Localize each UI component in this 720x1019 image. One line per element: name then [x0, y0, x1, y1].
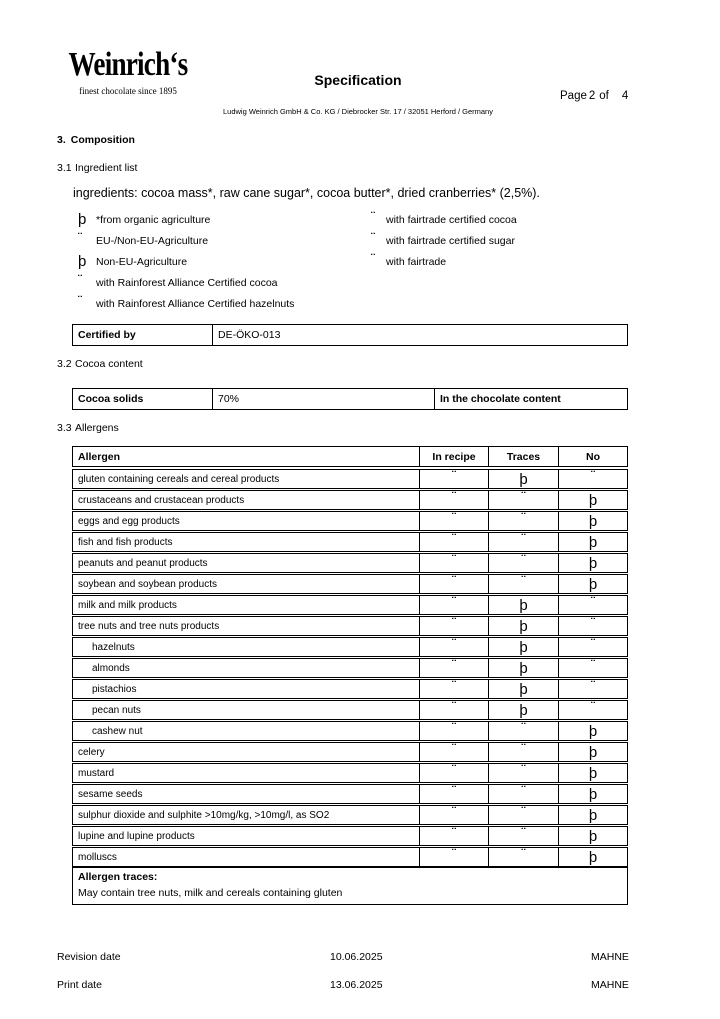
allergen-name: sesame seeds: [78, 788, 143, 800]
option-row: [78, 272, 294, 293]
allergen-name: pistachios: [92, 683, 137, 695]
revision-date-value: 10.06.2025: [330, 951, 383, 963]
allergen-row: [72, 490, 628, 510]
in-recipe-mark-unchecked: ¨: [419, 827, 488, 845]
allergen-name: cashew nut: [92, 725, 143, 737]
cocoa-solids-value: 70%: [212, 389, 434, 409]
revision-date-row: [0, 951, 720, 965]
traces-mark-unchecked: ¨: [488, 491, 558, 509]
option-label: EU-/Non-EU-Agriculture: [96, 234, 209, 247]
allergen-row: [72, 805, 628, 825]
allergen-name: tree nuts and tree nuts products: [78, 620, 220, 632]
traces-mark-unchecked: ¨: [488, 554, 558, 572]
certified-by-label: Certified by: [78, 329, 136, 341]
allergen-name: sulphur dioxide and sulphite >10mg/kg, >10mg/l, as SO2: [78, 809, 330, 821]
in-recipe-mark-unchecked: ¨: [419, 722, 488, 740]
no-mark-unchecked: ¨: [558, 659, 627, 677]
checkbox-unchecked-icon: ¨: [371, 208, 375, 223]
allergen-name: crustaceans and crustacean products: [78, 494, 245, 506]
traces-mark-unchecked: ¨: [488, 743, 558, 761]
no-mark-unchecked: ¨: [558, 638, 627, 656]
subsection-cocoa-content-heading: [57, 358, 143, 370]
checkbox-unchecked-icon: ¨: [78, 292, 82, 307]
in-recipe-mark-unchecked: ¨: [419, 491, 488, 509]
allergen-table-header: [72, 446, 628, 467]
in-recipe-mark-unchecked: ¨: [419, 743, 488, 761]
no-mark-checked: þ: [558, 827, 627, 845]
traces-mark-unchecked: ¨: [488, 806, 558, 824]
allergen-row: [72, 637, 628, 657]
traces-mark-checked: þ: [488, 701, 558, 719]
revision-author: MAHNE: [591, 951, 629, 963]
traces-mark-unchecked: ¨: [488, 722, 558, 740]
allergen-name: milk and milk products: [78, 599, 177, 611]
allergen-row: [72, 721, 628, 741]
header-no: No: [558, 447, 627, 466]
option-row: [371, 209, 517, 230]
cocoa-solids-table: [72, 388, 628, 410]
no-mark-unchecked: ¨: [558, 701, 627, 719]
company-address: Ludwig Weinrich GmbH & Co. KG / Diebrocker Str. 17 / 32051 Herford / Germany: [223, 107, 493, 116]
print-date-row: [0, 979, 720, 993]
subsection-title: Cocoa content: [75, 358, 143, 370]
in-recipe-mark-unchecked: ¨: [419, 785, 488, 803]
allergen-row: [72, 679, 628, 699]
traces-mark-unchecked: ¨: [488, 785, 558, 803]
page-indicator: [560, 90, 628, 102]
allergen-row: [72, 511, 628, 531]
option-row: [371, 251, 517, 272]
allergen-table: [72, 446, 628, 868]
subsection-title: Allergens: [75, 422, 119, 434]
revision-date-label: Revision date: [57, 951, 121, 963]
in-recipe-mark-unchecked: ¨: [419, 470, 488, 488]
traces-mark-checked: þ: [488, 638, 558, 656]
no-mark-checked: þ: [558, 491, 627, 509]
allergen-row: [72, 658, 628, 678]
in-recipe-mark-unchecked: ¨: [419, 596, 488, 614]
allergen-row: [72, 742, 628, 762]
page-total: 4: [621, 90, 629, 102]
checkbox-unchecked-icon: ¨: [78, 271, 82, 286]
in-recipe-mark-unchecked: ¨: [419, 701, 488, 719]
no-mark-checked: þ: [558, 764, 627, 782]
allergen-traces-text: May contain tree nuts, milk and cereals containing gluten: [78, 887, 343, 899]
option-label: *from organic agriculture: [96, 213, 211, 226]
option-label: with Rainforest Alliance Certified cocoa: [96, 276, 278, 289]
allergen-name: peanuts and peanut products: [78, 557, 208, 569]
subsection-number: 3.1: [57, 162, 72, 174]
logo-wordmark: Weinrich‘s: [68, 46, 188, 83]
traces-mark-unchecked: ¨: [488, 512, 558, 530]
no-mark-checked: þ: [558, 722, 627, 740]
allergen-row: [72, 700, 628, 720]
header-in-recipe: In recipe: [419, 447, 488, 466]
cocoa-solids-label: Cocoa solids: [78, 393, 144, 405]
certified-by-value: DE-ÖKO-013: [212, 325, 627, 345]
traces-mark-checked: þ: [488, 617, 558, 635]
traces-mark-checked: þ: [488, 596, 558, 614]
allergen-row: [72, 469, 628, 489]
no-mark-unchecked: ¨: [558, 470, 627, 488]
agriculture-options-list: [78, 209, 294, 314]
page-of-label: of: [599, 90, 609, 102]
allergen-name: celery: [78, 746, 105, 758]
in-recipe-mark-unchecked: ¨: [419, 617, 488, 635]
traces-mark-checked: þ: [488, 470, 558, 488]
allergen-name: gluten containing cereals and cereal products: [78, 473, 280, 485]
page-current: 2: [588, 90, 596, 102]
no-mark-checked: þ: [558, 512, 627, 530]
page-label: Page: [560, 90, 587, 102]
option-label: with fairtrade certified sugar: [386, 234, 515, 247]
no-mark-unchecked: ¨: [558, 617, 627, 635]
allergen-name: eggs and egg products: [78, 515, 180, 527]
in-recipe-mark-unchecked: ¨: [419, 848, 488, 866]
traces-mark-checked: þ: [488, 659, 558, 677]
traces-mark-unchecked: ¨: [488, 848, 558, 866]
option-row: [78, 251, 294, 272]
option-label: with Rainforest Alliance Certified hazelnuts: [96, 297, 295, 310]
print-author: MAHNE: [591, 979, 629, 991]
in-recipe-mark-unchecked: ¨: [419, 554, 488, 572]
no-mark-unchecked: ¨: [558, 596, 627, 614]
in-recipe-mark-unchecked: ¨: [419, 512, 488, 530]
header-traces: Traces: [488, 447, 558, 466]
option-label: with fairtrade certified cocoa: [386, 213, 517, 226]
allergen-row: [72, 574, 628, 594]
allergen-row: [72, 616, 628, 636]
allergen-row: [72, 553, 628, 573]
subsection-ingredient-list-heading: [57, 162, 137, 174]
header-allergen: Allergen: [78, 450, 121, 463]
checkbox-checked-icon: þ: [78, 211, 87, 228]
section-title: Composition: [70, 134, 135, 146]
traces-mark-unchecked: ¨: [488, 533, 558, 551]
no-mark-checked: þ: [558, 575, 627, 593]
subsection-number: 3.3: [57, 422, 72, 434]
allergen-name: pecan nuts: [92, 704, 141, 716]
document-title: Specification: [314, 72, 402, 88]
in-recipe-mark-unchecked: ¨: [419, 680, 488, 698]
option-row: [78, 230, 294, 251]
allergen-name: almonds: [92, 662, 130, 674]
ingredients-text: ingredients: cocoa mass*, raw cane sugar*, cocoa butter*, dried cranberries* (2,5%).: [73, 186, 540, 200]
allergen-row: [72, 763, 628, 783]
allergen-row: [72, 847, 628, 867]
allergen-table-rows: [72, 469, 628, 867]
in-recipe-mark-unchecked: ¨: [419, 806, 488, 824]
allergen-traces-box: [72, 867, 628, 905]
allergen-row: [72, 595, 628, 615]
section-number: 3.: [57, 134, 66, 146]
subsection-number: 3.2: [57, 358, 72, 370]
allergen-traces-title: Allergen traces:: [78, 871, 158, 883]
no-mark-checked: þ: [558, 785, 627, 803]
allergen-name: hazelnuts: [92, 641, 135, 653]
option-row: [371, 230, 517, 251]
in-recipe-mark-unchecked: ¨: [419, 533, 488, 551]
no-mark-checked: þ: [558, 806, 627, 824]
in-recipe-mark-unchecked: ¨: [419, 764, 488, 782]
no-mark-checked: þ: [558, 533, 627, 551]
allergen-name: soybean and soybean products: [78, 578, 217, 590]
print-date-value: 13.06.2025: [330, 979, 383, 991]
allergen-row: [72, 826, 628, 846]
allergen-row: [72, 532, 628, 552]
certified-by-table: [72, 324, 628, 346]
traces-mark-unchecked: ¨: [488, 764, 558, 782]
allergen-name: lupine and lupine products: [78, 830, 195, 842]
in-recipe-mark-unchecked: ¨: [419, 638, 488, 656]
print-date-label: Print date: [57, 979, 102, 991]
allergen-name: fish and fish products: [78, 536, 173, 548]
checkbox-unchecked-icon: ¨: [371, 229, 375, 244]
allergen-name: molluscs: [78, 851, 117, 863]
allergen-row: [72, 784, 628, 804]
fairtrade-options-list: [371, 209, 517, 272]
in-recipe-mark-unchecked: ¨: [419, 659, 488, 677]
cocoa-solids-note: In the chocolate content: [434, 389, 627, 409]
no-mark-checked: þ: [558, 743, 627, 761]
traces-mark-unchecked: ¨: [488, 827, 558, 845]
option-label: Non-EU-Agriculture: [96, 255, 188, 268]
subsection-allergens-heading: [57, 422, 119, 434]
traces-mark-checked: þ: [488, 680, 558, 698]
no-mark-checked: þ: [558, 554, 627, 572]
allergen-name: mustard: [78, 767, 115, 779]
section-composition-heading: [57, 134, 135, 146]
option-row: [78, 293, 294, 314]
option-label: with fairtrade: [386, 255, 447, 268]
checkbox-checked-icon: þ: [78, 253, 87, 270]
checkbox-unchecked-icon: ¨: [78, 229, 82, 244]
no-mark-unchecked: ¨: [558, 680, 627, 698]
no-mark-checked: þ: [558, 848, 627, 866]
in-recipe-mark-unchecked: ¨: [419, 575, 488, 593]
subsection-title: Ingredient list: [75, 162, 138, 174]
traces-mark-unchecked: ¨: [488, 575, 558, 593]
logo-tagline: finest chocolate since 1895: [79, 86, 177, 96]
option-row: [78, 209, 294, 230]
checkbox-unchecked-icon: ¨: [371, 250, 375, 265]
